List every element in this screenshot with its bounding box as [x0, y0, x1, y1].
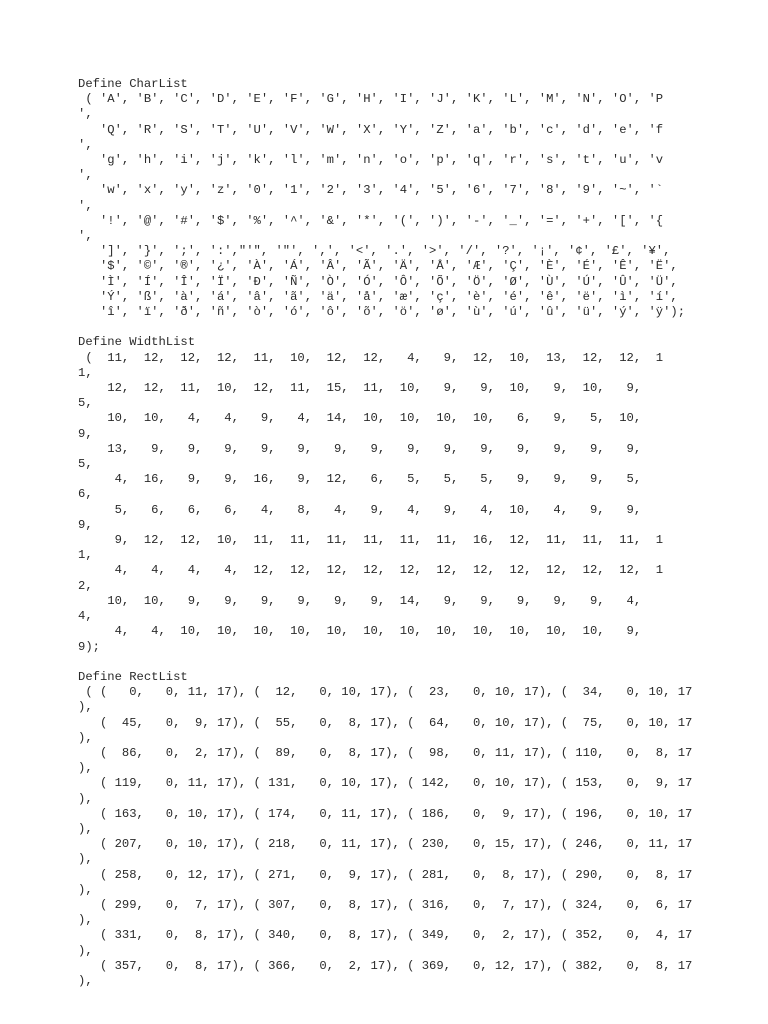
- code-line: ),: [78, 761, 93, 776]
- code-line: 2,: [78, 578, 93, 593]
- code-line: ( 207, 0, 10, 17), ( 218, 0, 11, 17), ( 230, 0, 15, 17), ( 246, 0, 11, 17: [78, 837, 693, 852]
- code-line: ( 'A', 'B', 'C', 'D', 'E', 'F', 'G', 'H', 'I', 'J', 'K', 'L', 'M', 'N', 'O', 'P: [78, 92, 664, 107]
- code-line: 'Ý', 'ß', 'à', 'á', 'â', 'ã', 'ä', 'å', 'æ', 'ç', 'è', 'é', 'ê', 'ë', 'ì', 'í',: [78, 289, 678, 304]
- code-line: 'Q', 'R', 'S', 'T', 'U', 'V', 'W', 'X', 'Y', 'Z', 'a', 'b', 'c', 'd', 'e', 'f: [78, 122, 664, 137]
- code-line: 1,: [78, 365, 93, 380]
- code-line: ),: [78, 791, 93, 806]
- code-line: 9);: [78, 639, 100, 654]
- define-heading: Define CharList: [78, 77, 188, 91]
- code-line: '!', '@', '#', '$', '%', '^', '&', '*', '(', ')', '-', '_', '=', '+', '[', '{: [78, 213, 664, 228]
- charlist-section: [78, 77, 692, 320]
- code-line: 9,: [78, 426, 93, 441]
- code-line: ',: [78, 198, 93, 213]
- code-line: ( 357, 0, 8, 17), ( 366, 0, 2, 17), ( 369, 0, 12, 17), ( 382, 0, 8, 17: [78, 958, 693, 973]
- code-line: 9, 12, 12, 10, 11, 11, 11, 11, 11, 11, 16, 12, 11, 11, 11, 1: [78, 533, 664, 548]
- code-line: ( 11, 12, 12, 12, 11, 10, 12, 12, 4, 9, 12, 10, 13, 12, 12, 1: [78, 350, 664, 365]
- code-line: ( 119, 0, 11, 17), ( 131, 0, 10, 17), ( 142, 0, 10, 17), ( 153, 0, 9, 17: [78, 776, 693, 791]
- code-line: 4,: [78, 609, 93, 624]
- code-line: 4, 4, 4, 4, 12, 12, 12, 12, 12, 12, 12, 12, 12, 12, 12, 1: [78, 563, 664, 578]
- code-line: ( 331, 0, 8, 17), ( 340, 0, 8, 17), ( 349, 0, 2, 17), ( 352, 0, 4, 17: [78, 928, 693, 943]
- code-line: 4, 16, 9, 9, 16, 9, 12, 6, 5, 5, 5, 9, 9, 9, 5,: [78, 472, 642, 487]
- code-line: ( 163, 0, 10, 17), ( 174, 0, 11, 17), ( 186, 0, 9, 17), ( 196, 0, 10, 17: [78, 806, 693, 821]
- code-line: ),: [78, 882, 93, 897]
- code-line: 1,: [78, 548, 93, 563]
- code-line: ( 45, 0, 9, 17), ( 55, 0, 8, 17), ( 64, 0, 10, 17), ( 75, 0, 10, 17: [78, 715, 693, 730]
- code-line: ( 86, 0, 2, 17), ( 89, 0, 8, 17), ( 98, 0, 11, 17), ( 110, 0, 8, 17: [78, 745, 693, 760]
- code-line: ',: [78, 107, 93, 122]
- code-line: ',: [78, 137, 93, 152]
- code-line: 'î', 'ï', 'ð', 'ñ', 'ò', 'ó', 'ô', 'õ', 'ö', 'ø', 'ù', 'ú', 'û', 'ü', 'ý', 'ÿ');: [78, 305, 686, 320]
- code-line: ),: [78, 821, 93, 836]
- code-line: 10, 10, 9, 9, 9, 9, 9, 9, 14, 9, 9, 9, 9, 9, 4,: [78, 593, 642, 608]
- widthlist-section: [78, 335, 692, 654]
- section-gap: [78, 320, 692, 335]
- code-line: ),: [78, 913, 93, 928]
- code-listing: [78, 77, 692, 989]
- code-line: ),: [78, 730, 93, 745]
- code-line: ),: [78, 852, 93, 867]
- code-line: ( ( 0, 0, 11, 17), ( 12, 0, 10, 17), ( 23, 0, 10, 17), ( 34, 0, 10, 17: [78, 685, 693, 700]
- code-line: 4, 4, 10, 10, 10, 10, 10, 10, 10, 10, 10, 10, 10, 10, 9,: [78, 624, 642, 639]
- code-line: 'g', 'h', 'i', 'j', 'k', 'l', 'm', 'n', 'o', 'p', 'q', 'r', 's', 't', 'u', 'v: [78, 153, 664, 168]
- code-line: ',: [78, 229, 93, 244]
- code-line: 5, 6, 6, 6, 4, 8, 4, 9, 4, 9, 4, 10, 4, 9, 9,: [78, 502, 642, 517]
- code-line: 9,: [78, 517, 93, 532]
- code-line: 6,: [78, 487, 93, 502]
- code-line: 10, 10, 4, 4, 9, 4, 14, 10, 10, 10, 10, 6, 9, 5, 10,: [78, 411, 642, 426]
- code-line: ( 258, 0, 12, 17), ( 271, 0, 9, 17), ( 281, 0, 8, 17), ( 290, 0, 8, 17: [78, 867, 693, 882]
- define-heading: Define RectList: [78, 669, 188, 684]
- code-line: 5,: [78, 457, 93, 472]
- code-line: ),: [78, 973, 93, 988]
- code-line: ']', '}', ';', ':',"'", '"', ',', '<', '.', '>', '/', '?', '¡', '¢', '£', '¥',: [78, 244, 671, 259]
- rectlist-section: [78, 670, 692, 989]
- code-line: ',: [78, 168, 93, 183]
- define-heading: Define WidthList: [78, 335, 196, 350]
- code-line: '$', '©', '®', '¿', 'À', 'Á', 'Â', 'Ã', 'Ä', 'Å', 'Æ', 'Ç', 'È', 'É', 'Ê', 'Ë',: [78, 259, 678, 274]
- code-line: 12, 12, 11, 10, 12, 11, 15, 11, 10, 9, 9, 10, 9, 10, 9,: [78, 381, 642, 396]
- code-line: 5,: [78, 396, 93, 411]
- code-line: 'w', 'x', 'y', 'z', '0', '1', '2', '3', '4', '5', '6', '7', '8', '9', '~', '`: [78, 183, 664, 198]
- code-line: ),: [78, 943, 93, 958]
- code-line: 13, 9, 9, 9, 9, 9, 9, 9, 9, 9, 9, 9, 9, 9, 9,: [78, 441, 642, 456]
- section-gap: [78, 655, 692, 670]
- code-line: 'Ì', 'Í', 'Î', 'Ï', 'Ð', 'Ñ', 'Ò', 'Ó', 'Ô', 'Õ', 'Ö', 'Ø', 'Ù', 'Ú', 'Û', 'Ü',: [78, 274, 678, 289]
- code-line: ),: [78, 700, 93, 715]
- code-line: ( 299, 0, 7, 17), ( 307, 0, 8, 17), ( 316, 0, 7, 17), ( 324, 0, 6, 17: [78, 897, 693, 912]
